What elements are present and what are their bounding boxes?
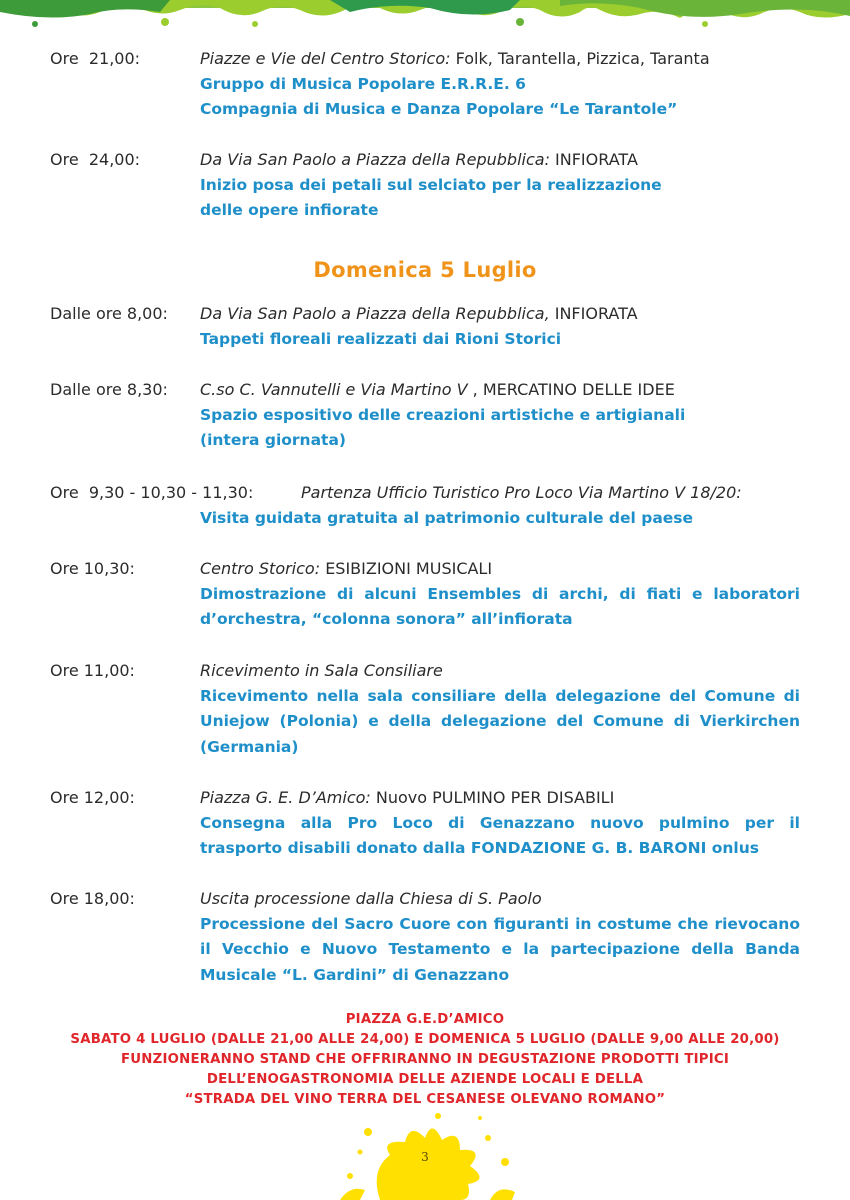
schedule-entry [50, 147, 800, 224]
page-number: 3 [421, 1150, 429, 1164]
description-line: Gruppo di Musica Popolare E.R.R.E. 6 [200, 74, 526, 93]
schedule-entry [50, 301, 800, 352]
entry-time: Ore 11,00: [50, 661, 135, 680]
schedule-entry [50, 556, 800, 633]
footer-line: “STRADA DEL VINO TERRA DEL CESANESE OLEVANO ROMANO” [184, 1092, 666, 1107]
description-line: trasporto disabili donato dalla FONDAZIONE G. B. BARONI onlus [200, 839, 759, 857]
schedule-entry [50, 46, 800, 123]
footer-line: FUNZIONERANNO STAND CHE OFFRIRANNO IN DEGUSTAZIONE PRODOTTI TIPICI [121, 1052, 729, 1067]
entry-location [200, 377, 675, 403]
schedule-entry [50, 377, 800, 454]
entry-location-text: INFIORATA [549, 304, 638, 323]
entry-time: Ore 21,00: [50, 49, 141, 68]
description-line: Consegna alla Pro Loco di Genazzano nuovo pulmino per il [200, 813, 800, 832]
entry-location-italic: Uscita processione dalla Chiesa di S. Paolo [200, 889, 542, 908]
schedule-entry [50, 658, 800, 760]
entry-location [200, 301, 638, 327]
entry-time: Ore 24,00: [50, 150, 141, 169]
entry-location-italic: Piazza G. E. D’Amico: [200, 788, 371, 807]
description-line: (Germania) [200, 737, 299, 756]
description-line: Musicale “L. Gardini” di Genazzano [200, 965, 510, 984]
entry-location-text: ESIBIZIONI MUSICALI [320, 559, 493, 578]
entry-location-text: Nuovo PULMINO PER DISABILI [370, 788, 615, 807]
description-line: d’orchestra, “colonna sonora” all’infiorata [200, 610, 573, 628]
entry-location-italic: Da Via San Paolo a Piazza della Repubblica: [200, 150, 550, 169]
description-line: Spazio espositivo delle creazioni artistiche e artigianali [200, 405, 686, 424]
description-line: delle opere infiorate [200, 201, 379, 219]
entry-time: Ore 9,30 - 10,30 - 11,30: [50, 483, 254, 502]
entry-location [200, 886, 542, 912]
entry-location [301, 480, 742, 506]
entry-location-italic: Piazze e Vie del Centro Storico: [200, 49, 451, 68]
entry-time: Ore 10,30: [50, 559, 135, 578]
entry-location-text: INFIORATA [549, 150, 638, 169]
entry-location-italic: Da Via San Paolo a Piazza della Repubblica, [200, 304, 550, 323]
schedule-entry [50, 480, 800, 531]
footer-line: SABATO 4 LUGLIO (DALLE 21,00 ALLE 24,00) E DOMENICA 5 LUGLIO (DALLE 9,00 ALLE 20,00) [70, 1032, 780, 1047]
description-line: Processione del Sacro Cuore con figuranti in costume che rievocano [200, 914, 800, 933]
schedule-entry [50, 886, 800, 988]
entry-location-text: Folk, Tarantella, Pizzica, Taranta [450, 49, 710, 68]
footer-title: PIAZZA G.E.D’AMICO [345, 1012, 505, 1027]
entry-location-text: , MERCATINO DELLE IDEE [467, 380, 675, 399]
footer-line: DELL’ENOGASTRONOMIA DELLE AZIENDE LOCALI E DELLA [206, 1072, 644, 1087]
footer-notice [0, 1010, 850, 1110]
entry-location [200, 556, 492, 582]
entry-location-italic: Centro Storico: [200, 559, 321, 578]
entry-location-italic: C.so C. Vannutelli e Via Martino V [200, 380, 468, 399]
entry-time: Ore 12,00: [50, 788, 135, 807]
description-line: Compagnia di Musica e Danza Popolare “Le Tarantole” [200, 100, 678, 118]
description-line: (intera giornata) [200, 431, 347, 449]
entry-time: Ore 18,00: [50, 889, 135, 908]
description-line: Visita guidata gratuita al patrimonio culturale del paese [200, 508, 694, 527]
entry-location-italic: Partenza Ufficio Turistico Pro Loco Via Martino V 18/20: [301, 483, 742, 502]
entry-location [200, 658, 443, 684]
entry-location-italic: Ricevimento in Sala Consiliare [200, 661, 443, 680]
description-line: il Vecchio e Nuovo Testamento e la partecipazione della Banda [200, 940, 800, 958]
description-line: Uniejow (Polonia) e della delegazione del Comune di Vierkirchen [200, 712, 800, 730]
entry-location [200, 46, 710, 72]
top-splash-decoration [0, 0, 850, 30]
entry-location [200, 785, 614, 811]
description-line: Dimostrazione di alcuni Ensembles di archi, di fiati e laboratori [200, 584, 800, 603]
day-heading: Domenica 5 Luglio [313, 258, 537, 282]
entry-time: Dalle ore 8,00: [50, 304, 168, 323]
description-line: Tappeti floreali realizzati dai Rioni Storici [200, 329, 562, 348]
entry-time: Dalle ore 8,30: [50, 380, 168, 399]
description-line: Ricevimento nella sala consiliare della delegazione del Comune di [200, 686, 800, 705]
description-line: Inizio posa dei petali sul selciato per la realizzazione [200, 175, 662, 194]
entry-location [200, 147, 638, 173]
schedule-entry [50, 785, 800, 862]
